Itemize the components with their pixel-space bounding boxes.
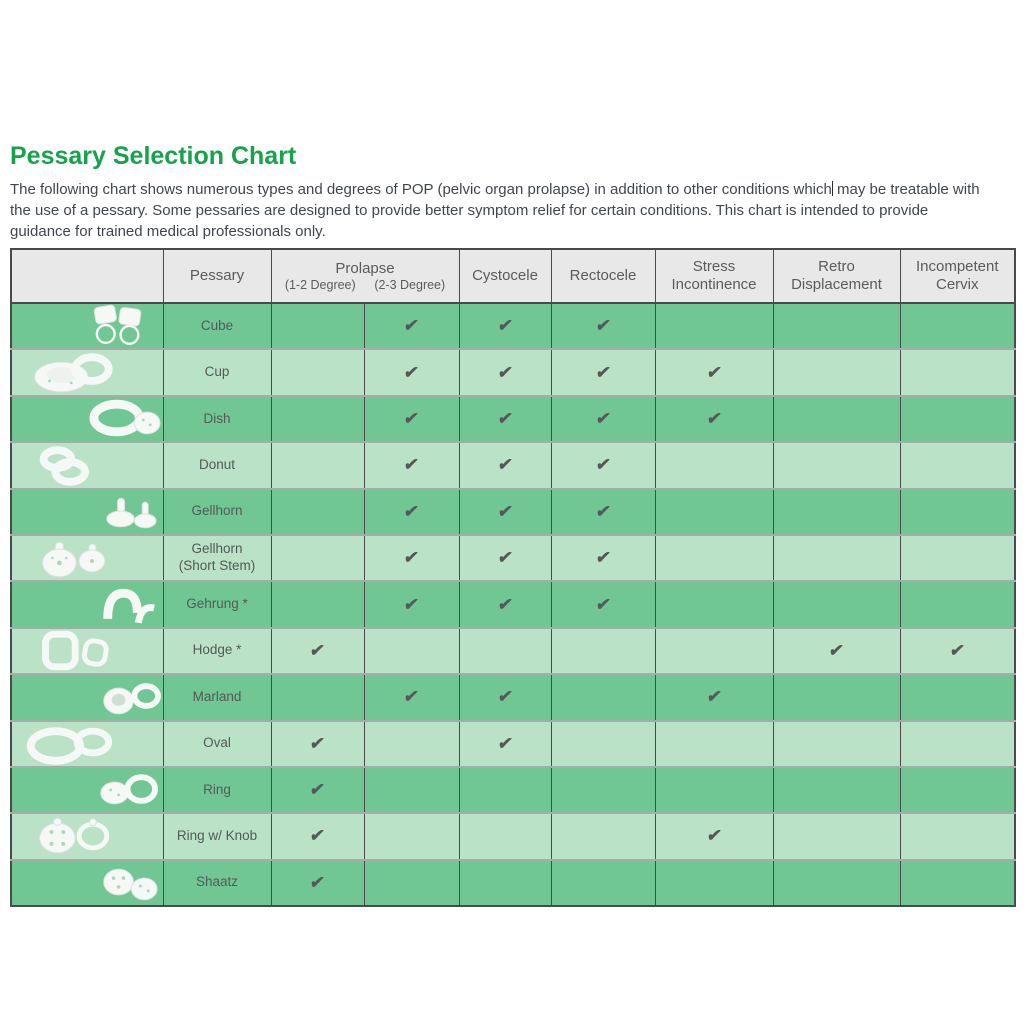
checkmark-cell: [459, 396, 551, 442]
checkmark-icon: ✔: [496, 687, 514, 707]
table-row: [11, 674, 1015, 720]
table-row: [11, 721, 1015, 767]
pessary-name: Gehrung *: [163, 581, 271, 627]
col-header-prolapse-1-2-degree: (1-2 Degree): [284, 277, 356, 292]
empty-cell: [271, 674, 364, 720]
checkmark-icon: ✔: [402, 455, 421, 475]
table-row: [11, 489, 1015, 535]
pessary-name: Gellhorn: [163, 489, 271, 535]
checkmark-cell: [364, 489, 459, 535]
empty-cell: [271, 349, 364, 395]
col-header-cystocele: Cystocele: [459, 249, 551, 303]
empty-cell: [773, 489, 900, 535]
cube-pessary-image: [12, 304, 162, 348]
empty-cell: [773, 581, 900, 627]
pessary-photo-cell: [11, 767, 163, 813]
table-header: [11, 249, 1015, 303]
empty-cell: [900, 442, 1015, 488]
checkmark-cell: [364, 442, 459, 488]
checkmark-icon: ✔: [705, 408, 723, 428]
pessary-name: Marland: [163, 674, 271, 720]
empty-cell: [551, 860, 655, 906]
checkmark-icon: ✔: [594, 455, 612, 475]
empty-cell: [364, 628, 459, 674]
col-header-prolapse: [271, 249, 459, 303]
empty-cell: [271, 396, 364, 442]
pessary-name: Ring: [163, 767, 271, 813]
checkmark-icon: ✔: [402, 362, 421, 382]
checkmark-icon: ✔: [948, 640, 966, 660]
checkmark-cell: [459, 349, 551, 395]
checkmark-icon: ✔: [594, 362, 612, 382]
checkmark-cell: [271, 721, 364, 767]
donut-pessary-image: [12, 443, 162, 487]
empty-cell: [459, 860, 551, 906]
empty-cell: [773, 396, 900, 442]
empty-cell: [459, 767, 551, 813]
checkmark-cell: [364, 349, 459, 395]
pessary-photo-cell: [11, 860, 163, 906]
empty-cell: [551, 628, 655, 674]
empty-cell: [773, 442, 900, 488]
empty-cell: [900, 349, 1015, 395]
pessary-name: Oval: [163, 721, 271, 767]
hodge-pessary-image: [12, 629, 162, 673]
empty-cell: [773, 303, 900, 349]
checkmark-icon: ✔: [308, 780, 327, 800]
checkmark-cell: [551, 535, 655, 581]
table-row: [11, 396, 1015, 442]
pessary-photo-cell: [11, 442, 163, 488]
checkmark-cell: [655, 349, 773, 395]
checkmark-icon: ✔: [402, 408, 421, 428]
shaatz-pessary-image: [12, 861, 162, 905]
empty-cell: [655, 535, 773, 581]
checkmark-icon: ✔: [402, 316, 421, 336]
table-row: [11, 628, 1015, 674]
checkmark-icon: ✔: [496, 733, 514, 753]
empty-cell: [773, 813, 900, 859]
pessary-name: Dish: [163, 396, 271, 442]
checkmark-cell: [459, 442, 551, 488]
table-row: [11, 813, 1015, 859]
empty-cell: [900, 396, 1015, 442]
ring-with-knob-pessary-image: [12, 814, 162, 858]
col-header-retro-displacement: Retro Displacement: [773, 249, 900, 303]
checkmark-icon: ✔: [496, 362, 514, 382]
checkmark-icon: ✔: [402, 594, 421, 614]
empty-cell: [551, 813, 655, 859]
table-row: [11, 767, 1015, 813]
checkmark-cell: [364, 396, 459, 442]
checkmark-cell: [551, 489, 655, 535]
table-row: [11, 581, 1015, 627]
pessary-photo-cell: [11, 674, 163, 720]
checkmark-icon: ✔: [308, 872, 327, 892]
empty-cell: [551, 674, 655, 720]
page-title: Pessary Selection Chart: [10, 142, 297, 170]
empty-cell: [900, 813, 1015, 859]
photo-column-header: [11, 249, 163, 303]
checkmark-icon: ✔: [308, 826, 327, 846]
ring-pessary-image: [12, 768, 162, 812]
dish-pessary-image: [12, 397, 162, 441]
empty-cell: [900, 581, 1015, 627]
checkmark-cell: [551, 581, 655, 627]
checkmark-cell: [551, 396, 655, 442]
empty-cell: [271, 303, 364, 349]
intro-paragraph: [10, 179, 988, 242]
empty-cell: [900, 535, 1015, 581]
pessary-photo-cell: [11, 489, 163, 535]
checkmark-cell: [459, 581, 551, 627]
pessary-photo-cell: [11, 396, 163, 442]
col-header-incompetent-cervix: Incompetent Cervix: [900, 249, 1015, 303]
checkmark-cell: [271, 813, 364, 859]
table-row: [11, 535, 1015, 581]
checkmark-icon: ✔: [402, 501, 421, 521]
checkmark-icon: ✔: [496, 501, 514, 521]
table-row: [11, 442, 1015, 488]
empty-cell: [655, 628, 773, 674]
pessary-name: Ring w/ Knob: [163, 813, 271, 859]
col-header-rectocele: Rectocele: [551, 249, 655, 303]
empty-cell: [655, 442, 773, 488]
empty-cell: [364, 813, 459, 859]
checkmark-icon: ✔: [496, 408, 514, 428]
empty-cell: [900, 674, 1015, 720]
checkmark-icon: ✔: [705, 826, 723, 846]
checkmark-cell: [271, 767, 364, 813]
empty-cell: [551, 721, 655, 767]
empty-cell: [655, 767, 773, 813]
checkmark-icon: ✔: [496, 548, 514, 568]
checkmark-icon: ✔: [496, 316, 514, 336]
pessary-photo-cell: [11, 813, 163, 859]
checkmark-cell: [459, 674, 551, 720]
pessary-table-body: [11, 303, 1015, 906]
empty-cell: [364, 860, 459, 906]
table-row: [11, 303, 1015, 349]
col-header-stress-incontinence: Stress Incontinence: [655, 249, 773, 303]
empty-cell: [459, 813, 551, 859]
empty-cell: [271, 535, 364, 581]
checkmark-icon: ✔: [594, 316, 612, 336]
checkmark-cell: [364, 535, 459, 581]
empty-cell: [773, 349, 900, 395]
table-row: [11, 860, 1015, 906]
empty-cell: [900, 721, 1015, 767]
empty-cell: [271, 489, 364, 535]
prolapse-label: Prolapse: [335, 259, 395, 277]
checkmark-icon: ✔: [496, 594, 514, 614]
pessary-name: Cup: [163, 349, 271, 395]
checkmark-icon: ✔: [594, 501, 612, 521]
empty-cell: [364, 767, 459, 813]
empty-cell: [655, 303, 773, 349]
pessary-name: Gellhorn (Short Stem): [163, 535, 271, 581]
checkmark-cell: [655, 396, 773, 442]
checkmark-icon: ✔: [705, 362, 723, 382]
empty-cell: [271, 442, 364, 488]
empty-cell: [773, 535, 900, 581]
cup-pessary-image: [12, 351, 162, 395]
checkmark-cell: [271, 860, 364, 906]
checkmark-cell: [364, 303, 459, 349]
checkmark-cell: [271, 628, 364, 674]
pessary-name: Shaatz: [163, 860, 271, 906]
pessary-photo-cell: [11, 721, 163, 767]
empty-cell: [551, 767, 655, 813]
checkmark-cell: [655, 813, 773, 859]
empty-cell: [900, 860, 1015, 906]
marland-pessary-image: [12, 675, 162, 719]
gehrung-pessary-image: [12, 583, 162, 627]
empty-cell: [900, 303, 1015, 349]
empty-cell: [773, 721, 900, 767]
intro-text-before-cursor: The following chart shows numerous types and degrees of POP (pelvic organ prolapse) in addition to other conditions which: [10, 181, 832, 198]
pessary-photo-cell: [11, 303, 163, 349]
col-header-prolapse-2-3-degree: (2-3 Degree): [374, 277, 446, 292]
checkmark-icon: ✔: [594, 548, 612, 568]
pessary-name: Hodge *: [163, 628, 271, 674]
table-row: [11, 349, 1015, 395]
checkmark-icon: ✔: [402, 687, 421, 707]
checkmark-cell: [551, 349, 655, 395]
empty-cell: [773, 674, 900, 720]
pessary-photo-cell: [11, 628, 163, 674]
col-header-pessary: Pessary: [163, 249, 271, 303]
checkmark-cell: [655, 674, 773, 720]
checkmark-icon: ✔: [827, 640, 846, 660]
pessary-selection-table: [10, 248, 1016, 907]
oval-pessary-image: [12, 722, 162, 766]
empty-cell: [900, 767, 1015, 813]
checkmark-icon: ✔: [308, 733, 327, 753]
empty-cell: [900, 489, 1015, 535]
checkmark-cell: [900, 628, 1015, 674]
empty-cell: [655, 721, 773, 767]
checkmark-icon: ✔: [594, 594, 612, 614]
pessary-photo-cell: [11, 581, 163, 627]
pessary-name: Donut: [163, 442, 271, 488]
empty-cell: [655, 489, 773, 535]
checkmark-cell: [459, 303, 551, 349]
checkmark-cell: [773, 628, 900, 674]
checkmark-icon: ✔: [308, 640, 327, 660]
empty-cell: [364, 721, 459, 767]
pessary-photo-cell: [11, 535, 163, 581]
checkmark-cell: [364, 674, 459, 720]
pessary-photo-cell: [11, 349, 163, 395]
empty-cell: [773, 767, 900, 813]
header-row: [11, 249, 1015, 303]
empty-cell: [271, 581, 364, 627]
checkmark-cell: [459, 721, 551, 767]
pessary-name: Cube: [163, 303, 271, 349]
empty-cell: [773, 860, 900, 906]
checkmark-cell: [364, 581, 459, 627]
checkmark-cell: [459, 489, 551, 535]
checkmark-icon: ✔: [705, 687, 723, 707]
prolapse-sub-labels: [276, 278, 455, 293]
checkmark-icon: ✔: [496, 455, 514, 475]
empty-cell: [459, 628, 551, 674]
gellhorn-pessary-image: [12, 490, 162, 534]
intro-text-after-cursor: may be treatable with the use of a pessary. Some pessaries are designed to provide better symptom relief for certain conditions. This chart is intended to provide guidance for trained medical professionals only.: [10, 181, 980, 240]
checkmark-icon: ✔: [402, 548, 421, 568]
gellhorn-short-stem-pessary-image: [12, 536, 162, 580]
empty-cell: [655, 860, 773, 906]
checkmark-icon: ✔: [594, 408, 612, 428]
checkmark-cell: [551, 303, 655, 349]
empty-cell: [655, 581, 773, 627]
checkmark-cell: [551, 442, 655, 488]
checkmark-cell: [459, 535, 551, 581]
